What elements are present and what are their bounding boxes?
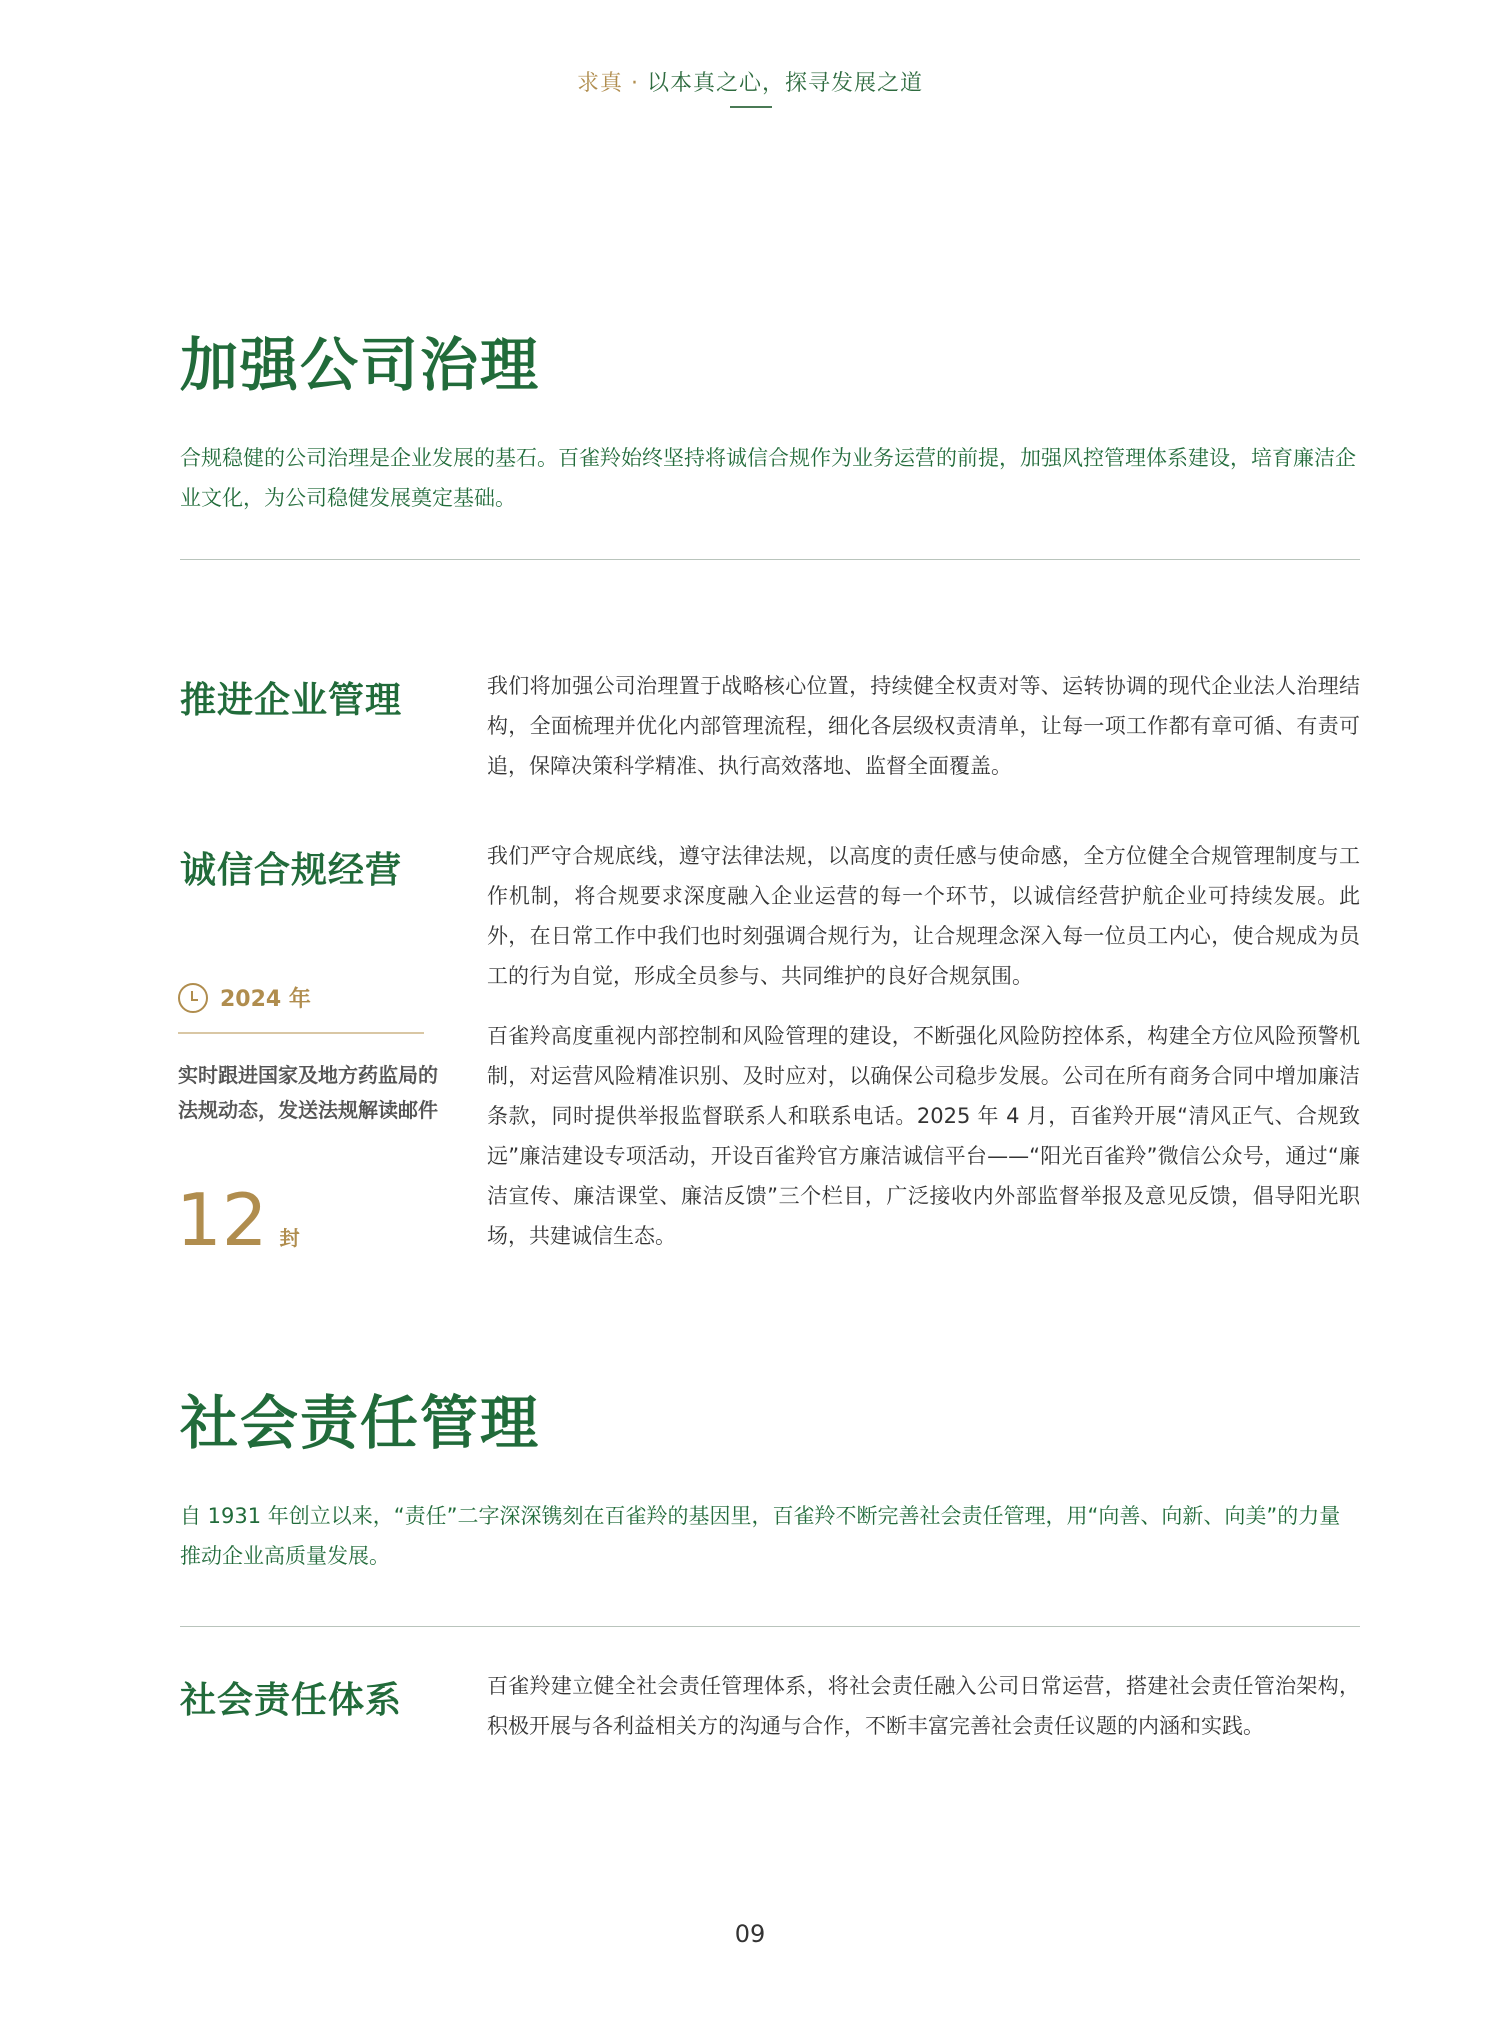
stat-unit: 封 — [279, 1226, 300, 1250]
stat-year-label: 2024 年 — [220, 987, 311, 1012]
subsection-body-management: 我们将加强公司治理置于战略核心位置，持续健全权责对等、运转协调的现代企业法人治理结构，全面梳理并优化内部管理流程，细化各层级权责清单，让每一项工作都有章可循、有责可追，保障决策科学精准、执行高效落地、监督全面覆盖。 — [487, 674, 1360, 778]
subsection-title-management: 推进企业管理 — [180, 680, 403, 721]
stat-year — [178, 982, 311, 1013]
section-title-governance: 加强公司治理 — [180, 331, 541, 399]
subsection-title-compliance: 诚信合规经营 — [180, 850, 403, 891]
stat-value: 12 — [176, 1178, 268, 1262]
subsection-body-compliance-2: 百雀羚高度重视内部控制和风险管理的建设，不断强化风险防控体系，构建全方位风险预警机制，对运营风险精准识别、及时应对，以确保公司稳步发展。公司在所有商务合同中增加廉洁条款，同时提供举报监督联系人和联系电话。2025 年 4 月，百雀羚开展“清风正气、合规致远”廉洁建设专项活动，开设百雀羚官方廉洁诚信平台——“阳光百雀羚”微信公众号，通过“廉洁宣传、廉洁课堂、廉洁反馈”三个栏目，广泛接收内外部监督举报及意见反馈，倡导阳光职场，共建诚信生态。 — [487, 1024, 1360, 1248]
section-divider — [180, 1626, 1360, 1627]
header-green-text: 以本真之心，探寻发展之道 — [646, 71, 923, 96]
section-divider — [180, 559, 1360, 560]
stat-divider — [178, 1032, 424, 1034]
section-lead-csr: 自 1931 年创立以来，“责任”二字深深镌刻在百雀羚的基因里，百雀羚不断完善社会责任管理，用“向善、向新、向美”的力量推动企业高质量发展。 — [180, 1504, 1341, 1568]
subsection-body-compliance-1: 我们严守合规底线，遵守法律法规，以高度的责任感与使命感，全方位健全合规管理制度与工作机制，将合规要求深度融入企业运营的每一个环节，以诚信经营护航企业可持续发展。此外，在日常工作中我们也时刻强调合规行为，让合规理念深入每一位员工内心，使合规成为员工的行为自觉，形成全员参与、共同维护的良好合规氛围。 — [487, 844, 1360, 988]
subsection-title-csr-system: 社会责任体系 — [180, 1680, 403, 1721]
stat-figure — [176, 1180, 300, 1260]
subsection-body-csr-system: 百雀羚建立健全社会责任管理体系，将社会责任融入公司日常运营，搭建社会责任管治架构，积极开展与各利益相关方的沟通与合作，不断丰富完善社会责任议题的内涵和实践。 — [487, 1674, 1360, 1738]
header-gold-text: 求真 · — [577, 71, 647, 96]
section-lead-governance: 合规稳健的公司治理是企业发展的基石。百雀羚始终坚持将诚信合规作为业务运营的前提，加强风控管理体系建设，培育廉洁企业文化，为公司稳健发展奠定基础。 — [180, 446, 1356, 510]
header-underline — [730, 106, 772, 108]
clock-icon — [178, 983, 208, 1013]
section-title-csr: 社会责任管理 — [180, 1389, 541, 1457]
page-number: 09 — [734, 1920, 766, 1948]
running-header — [0, 66, 1500, 97]
stat-description: 实时跟进国家及地方药监局的法规动态，发送法规解读邮件 — [178, 1063, 438, 1122]
